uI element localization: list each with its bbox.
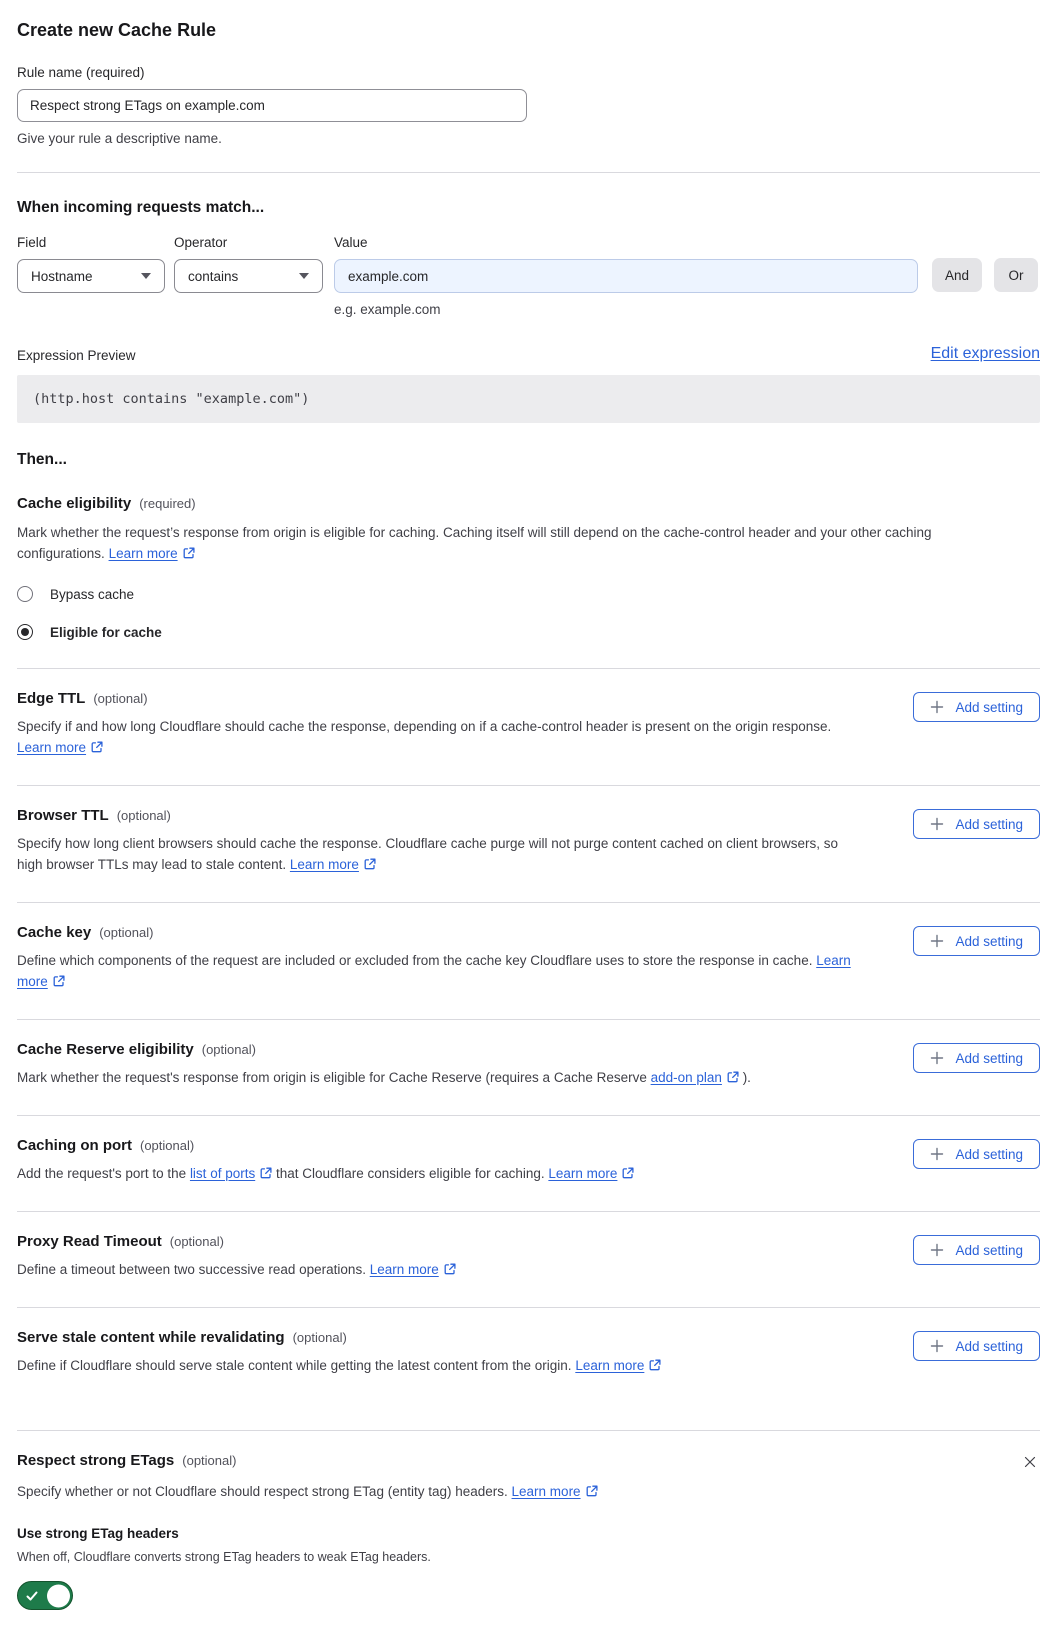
etags-description xyxy=(17,1481,1040,1502)
value-label: Value xyxy=(334,235,368,250)
learn-more-link[interactable]: Learn more xyxy=(17,740,87,755)
setting-section-browser-ttl xyxy=(17,785,1040,902)
radio-option-eligible-for-cache[interactable] xyxy=(17,624,1040,640)
add-setting-button[interactable] xyxy=(913,692,1040,722)
setting-description xyxy=(17,950,862,992)
radio-option-label: Bypass cache xyxy=(50,586,135,602)
add-on-plan-link[interactable]: add-on plan xyxy=(650,1070,722,1085)
etags-description-text: Specify whether or not Cloudflare should respect strong ETag (entity tag) headers. xyxy=(17,1484,512,1499)
plus-icon xyxy=(930,1147,944,1161)
edit-expression-link[interactable]: Edit expression xyxy=(930,345,1040,362)
plus-icon xyxy=(930,700,944,714)
plus-icon xyxy=(930,1339,944,1353)
external-link-icon xyxy=(444,1263,456,1275)
operator-select-value: contains xyxy=(188,268,239,284)
setting-description-text: Specify how long client browsers should cache the response. Cloudflare cache purge will not purge content cached on client browsers, so high browser TTLs may lead to stale content. xyxy=(17,836,838,872)
respect-strong-etags-section xyxy=(17,1430,1040,1610)
add-setting-button[interactable] xyxy=(913,1331,1040,1361)
rule-name-input[interactable] xyxy=(17,89,527,122)
setting-description-text: Define a timeout between two successive read operations. xyxy=(17,1262,370,1277)
setting-description-text: Mark whether the request's response from origin is eligible for Cache Reserve (requires a Cache Reserve xyxy=(17,1070,651,1085)
cache-eligibility-description xyxy=(17,522,1022,564)
setting-section-serve-stale-content-while-revalidating xyxy=(17,1307,1040,1403)
cache-eligibility-options xyxy=(17,586,1040,640)
expression-code-box: (http.host contains "example.com") xyxy=(17,375,1040,423)
use-strong-etag-headers-help: When off, Cloudflare converts strong ETag headers to weak ETag headers. xyxy=(17,1550,431,1564)
setting-description-text: Define if Cloudflare should serve stale content while getting the latest content from the origin. xyxy=(17,1358,576,1373)
setting-description xyxy=(17,1355,661,1376)
plus-icon xyxy=(930,817,944,831)
check-icon xyxy=(26,1590,38,1602)
setting-description xyxy=(17,1259,456,1280)
plus-icon xyxy=(930,1243,944,1257)
optional-badge: (optional) xyxy=(182,1453,237,1468)
value-hint: e.g. example.com xyxy=(334,302,441,317)
optional-badge: (optional) xyxy=(169,1234,224,1249)
operator-label: Operator xyxy=(174,235,228,250)
setting-title: Proxy Read Timeout xyxy=(17,1233,162,1250)
add-setting-label: Add setting xyxy=(955,1146,1023,1162)
add-setting-label: Add setting xyxy=(955,1050,1023,1066)
field-select[interactable] xyxy=(17,259,165,293)
radio-selected-icon[interactable] xyxy=(17,624,33,640)
add-setting-label: Add setting xyxy=(955,1338,1023,1354)
setting-description-text: Define which components of the request are included or excluded from the cache key Cloudflare uses to store the response in cache. xyxy=(17,953,817,968)
setting-section-edge-ttl xyxy=(17,668,1040,785)
add-setting-button[interactable] xyxy=(913,1139,1040,1169)
learn-more-link[interactable]: Learn more xyxy=(511,1484,581,1499)
setting-description xyxy=(17,1067,751,1088)
rule-name-group xyxy=(17,65,1040,146)
close-icon xyxy=(1022,1454,1038,1470)
learn-more-link[interactable]: Learn more xyxy=(369,1262,439,1277)
operator-select[interactable] xyxy=(174,259,323,293)
add-setting-button[interactable] xyxy=(913,926,1040,956)
chevron-down-icon xyxy=(141,273,151,279)
setting-description-text: that Cloudflare considers eligible for caching. xyxy=(272,1166,549,1181)
etags-title: Respect strong ETags xyxy=(17,1452,175,1469)
external-link-icon xyxy=(53,975,65,987)
use-strong-etag-headers-label: Use strong ETag headers xyxy=(17,1526,179,1541)
setting-section-cache-reserve-eligibility xyxy=(17,1019,1040,1115)
optional-badge: (optional) xyxy=(292,1330,347,1345)
add-setting-button[interactable] xyxy=(913,809,1040,839)
cache-eligibility-description-text: Mark whether the request’s response from origin is eligible for caching. Caching itself will still depend on the cache-control header and your other caching configurations. xyxy=(17,525,932,561)
setting-title: Serve stale content while revalidating xyxy=(17,1329,285,1346)
optional-badge: (optional) xyxy=(140,1138,195,1153)
cache-eligibility-section xyxy=(17,495,1040,640)
expression-preview-label: Expression Preview xyxy=(17,348,136,363)
add-setting-label: Add setting xyxy=(955,816,1023,832)
optional-badge: (optional) xyxy=(116,808,171,823)
setting-description-text: Specify if and how long Cloudflare should cache the response, depending on if a cache-control header is present on the origin response. xyxy=(17,719,832,734)
use-strong-etag-headers-toggle[interactable] xyxy=(17,1581,73,1610)
setting-title: Edge TTL xyxy=(17,690,86,707)
setting-description xyxy=(17,716,862,758)
list-of-ports-link[interactable]: list of ports xyxy=(189,1166,256,1181)
plus-icon xyxy=(930,934,944,948)
or-button[interactable]: Or xyxy=(994,258,1038,292)
setting-description xyxy=(17,1163,634,1184)
learn-more-link[interactable]: Learn more xyxy=(17,953,851,989)
external-link-icon xyxy=(622,1167,634,1179)
rule-name-label: Rule name (required) xyxy=(17,65,145,80)
learn-more-link[interactable]: Learn more xyxy=(575,1358,645,1373)
divider xyxy=(17,172,1040,173)
setting-section-caching-on-port xyxy=(17,1115,1040,1211)
external-link-icon xyxy=(260,1167,272,1179)
external-link-icon xyxy=(727,1071,739,1083)
required-badge: (required) xyxy=(139,496,196,511)
setting-title: Cache key xyxy=(17,924,92,941)
learn-more-link[interactable]: Learn more xyxy=(289,857,359,872)
add-setting-label: Add setting xyxy=(955,933,1023,949)
rule-name-help: Give your rule a descriptive name. xyxy=(17,131,222,146)
radio-option-bypass-cache[interactable] xyxy=(17,586,1040,602)
setting-description-text: Add the request's port to the xyxy=(17,1166,190,1181)
plus-icon xyxy=(930,1051,944,1065)
setting-title: Caching on port xyxy=(17,1137,132,1154)
setting-title: Browser TTL xyxy=(17,807,109,824)
expression-preview-row xyxy=(17,345,1040,363)
external-link-icon xyxy=(649,1359,661,1371)
radio-option-label: Eligible for cache xyxy=(50,624,162,640)
optional-badge: (optional) xyxy=(201,1042,256,1057)
external-link-icon xyxy=(364,858,376,870)
add-setting-button[interactable] xyxy=(913,1043,1040,1073)
then-heading: Then... xyxy=(17,451,67,468)
setting-description-text: ). xyxy=(738,1070,751,1085)
and-button[interactable]: And xyxy=(932,258,982,292)
page-title: Create new Cache Rule xyxy=(17,20,217,40)
add-setting-button[interactable] xyxy=(913,1235,1040,1265)
external-link-icon xyxy=(183,547,195,559)
match-criteria-row xyxy=(17,235,1040,317)
chevron-down-icon xyxy=(299,273,309,279)
toggle-knob xyxy=(47,1584,70,1607)
external-link-icon xyxy=(586,1485,598,1497)
field-select-value: Hostname xyxy=(31,268,93,284)
optional-settings-list xyxy=(17,668,1040,1403)
radio-unselected-icon[interactable] xyxy=(17,586,33,602)
setting-section-proxy-read-timeout xyxy=(17,1211,1040,1307)
setting-section-cache-key xyxy=(17,902,1040,1019)
learn-more-link[interactable]: Learn more xyxy=(108,546,178,561)
add-setting-label: Add setting xyxy=(955,1242,1023,1258)
close-button[interactable] xyxy=(1020,1452,1040,1472)
optional-badge: (optional) xyxy=(93,691,148,706)
setting-description xyxy=(17,833,862,875)
cache-eligibility-title: Cache eligibility xyxy=(17,495,132,512)
value-input[interactable] xyxy=(334,259,918,293)
learn-more-link[interactable]: Learn more xyxy=(548,1166,618,1181)
optional-badge: (optional) xyxy=(99,925,154,940)
setting-title: Cache Reserve eligibility xyxy=(17,1041,194,1058)
external-link-icon xyxy=(91,741,103,753)
add-setting-label: Add setting xyxy=(955,699,1023,715)
field-label: Field xyxy=(17,235,47,250)
match-heading: When incoming requests match... xyxy=(17,199,265,216)
